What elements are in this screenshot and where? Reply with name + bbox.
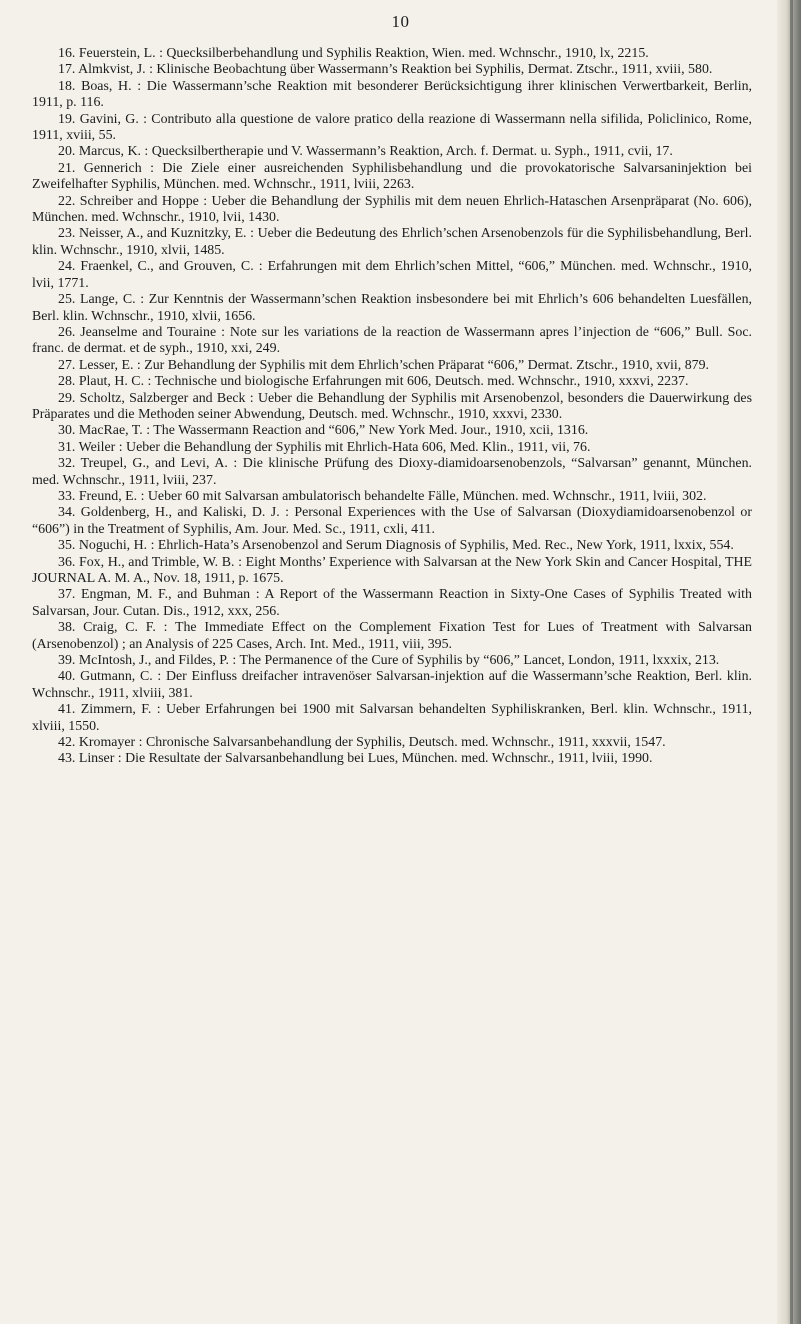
reference-entry-24: 24. Fraenkel, C., and Grouven, C. : Erfahrungen mit dem Ehrlich’schen Mittel, “606,” München. med. Wchnschr., 1910, lvii, 1771. [32,259,752,291]
reference-entry-16: 16. Feuerstein, L. : Quecksilberbehandlung und Syphilis Reaktion, Wien. med. Wchnschr., 1910, lx, 2215. [58,46,649,61]
reference-entry-27: 27. Lesser, E. : Zur Behandlung der Syphilis mit dem Ehrlich’schen Präparat “606,” Dermat. Ztschr., 1910, xvii, 879. [58,357,710,373]
reference-entry-25: 25. Lange, C. : Zur Kenntnis der Wassermann’schen Reaktion insbesondere bei mit Ehrlich’s 606 behandelten Luesfällen, Berl. klin. Wchnschr., 1910, xlvii, 1656. [32,292,752,324]
reference-entry-40: 40. Gutmann, C. : Der Einfluss dreifacher intravenöser Salvarsan-injektion auf die Wassermann’sche Reaktion, Berl. klin. Wchnschr., 1911, xlviii, 381. [32,669,752,701]
reference-entry-35: 35. Noguchi, H. : Ehrlich-Hata’s Arsenobenzol and Serum Diagnosis of Syphilis, Med. Rec., New York, 1911, lxxix, 554. [58,538,734,554]
reference-entry-32: 32. Treupel, G., and Levi, A. : Die klinische Prüfung des Dioxy-diamidoarsenobenzols, “Salvarsan” genannt, München. med. Wchnschr., 1911, lviii, 237. [32,456,752,488]
reference-entry-23: 23. Neisser, A., and Kuznitzky, E. : Ueber die Bedeutung des Ehrlich’schen Arsenobenzols für die Syphilisbehandlung, Berl. klin. Wchnschr., 1910, xlvii, 1485. [32,226,752,258]
reference-list [32,46,752,768]
reference-entry-26: 26. Jeanselme and Touraine : Note sur les variations de la reaction de Wassermann apres l’injection de “606,” Bull. Soc. franc. de dermat. et de syph., 1910, xxi, 249. [32,324,752,357]
reference-entry-30: 30. MacRae, T. : The Wassermann Reaction and “606,” New York Med. Jour., 1910, xcii, 1316. [58,423,589,439]
reference-entry-21: 21. Gennerich : Die Ziele einer ausreichenden Syphilisbehandlung und die provokatorische Salvarsaninjektion bei Zweifelhafter Syphilis, München. med. Wchnschr., 1911, lviii, 2263. [32,160,752,193]
reference-entry-38: 38. Craig, C. F. : The Immediate Effect on the Complement Fixation Test for Lues of Treatment with Salvarsan (Arsenobenzol) ; an Analysis of 225 Cases, Arch. Int. Med., 1911, viii, 395. [32,620,752,652]
reference-entry-22: 22. Schreiber and Hoppe : Ueber die Behandlung der Syphilis mit dem neuen Ehrlich-Hataschen Arsenpräparat (No. 606), München. med. Wchnschr., 1910, lvii, 1430. [32,193,752,226]
reference-entry-29: 29. Scholtz, Salzberger and Beck : Ueber die Behandlung der Syphilis mit Arsenobenzol, besonders die Dauerwirkung des Präparates und die Methoden seiner Abwendung, Deutsch. med. Wchnschr., 1910, xxxvi, 2330. [32,390,752,422]
reference-entry-20: 20. Marcus, K. : Quecksilbertherapie und V. Wassermann’s Reaktion, Arch. f. Dermat. u. Syph., 1911, cvii, 17. [58,144,673,160]
reference-entry-18: 18. Boas, H. : Die Wassermann’sche Reaktion mit besonderer Berücksichtigung ihrer klinischen Verwertbarkeit, Berlin, 1911, p. 116. [32,78,752,111]
reference-entry-37: 37. Engman, M. F., and Buhman : A Report of the Wassermann Reaction in Sixty-One Cases of Syphilis Treated with Salvarsan, Jour. Cutan. Dis., 1912, xxx, 256. [32,587,752,619]
reference-entry-42: 42. Kromayer : Chronische Salvarsanbehandlung der Syphilis, Deutsch. med. Wchnschr., 1911, xxxvii, 1547. [58,735,666,751]
reference-entry-43: 43. Linser : Die Resultate der Salvarsanbehandlung bei Lues, München. med. Wchnschr., 1911, lviii, 1990. [58,751,653,767]
page-number: 10 [391,12,410,31]
reference-entry-41: 41. Zimmern, F. : Ueber Erfahrungen bei 1900 mit Salvarsan behandelten Syphiliskranken, Berl. klin. Wchnschr., 1911, xlviii, 1550. [32,702,752,734]
reference-entry-19: 19. Gavini, G. : Contributo alla questione de valore pratico della reazione di Wassermann nella sifilida, Policlinico, Rome, 1911, xviii, 55. [32,111,752,144]
reference-entry-31: 31. Weiler : Ueber die Behandlung der Syphilis mit Ehrlich-Hata 606, Med. Klin., 1911, vii, 76. [58,439,591,455]
reference-entry-17: 17. Almkvist, J. : Klinische Beobachtung über Wassermann’s Reaktion bei Syphilis, Dermat. Ztschr., 1911, xviii, 580. [58,62,713,78]
reference-entry-36: 36. Fox, H., and Trimble, W. B. : Eight Months’ Experience with Salvarsan at the New York Skin and Cancer Hospital, THE JOURNAL A. M. A., Nov. 18, 1911, p. 1675. [32,554,752,586]
scan-edge-line [790,0,793,1324]
reference-entry-33: 33. Freund, E. : Ueber 60 mit Salvarsan ambulatorisch behandelte Fälle, München. med. Wchnschr., 1911, lviii, 302. [58,488,707,504]
scan-page-edge [777,0,801,1324]
reference-entry-28: 28. Plaut, H. C. : Technische und biologische Erfahrungen mit 606, Deutsch. med. Wchnschr., 1910, xxxvi, 2237. [58,374,689,390]
reference-entry-34: 34. Goldenberg, H., and Kaliski, D. J. : Personal Experiences with the Use of Salvarsan (Dioxydiamidoarsenobenzol or “606”) in the Treatment of Syphilis, Am. Jour. Med. Sc., 1911, cxli, 411. [32,505,752,537]
reference-entry-39: 39. McIntosh, J., and Fildes, P. : The Permanence of the Cure of Syphilis by “606,” Lancet, London, 1911, lxxxix, 213. [58,653,720,669]
